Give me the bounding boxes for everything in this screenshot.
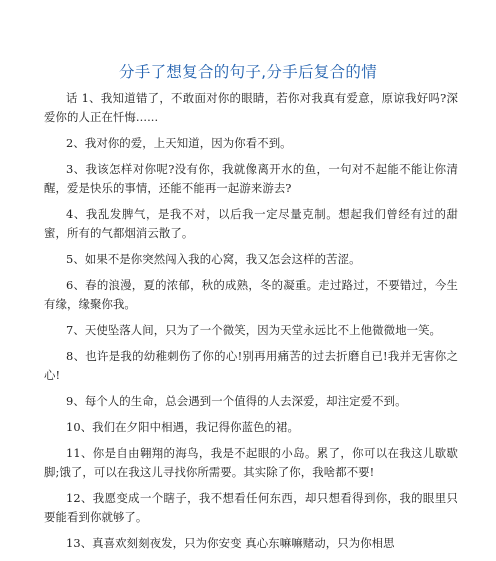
document-title: 分手了想复合的句子,分手后复合的情 — [118, 63, 378, 81]
paragraph: 话 1、我知道错了，不敢面对你的眼睛，若你对我真有爱意，原谅我好吗?深爱你的人正在忏悔...... — [44, 91, 458, 124]
paragraph: 5、如果不是你突然闯入我的心窝，我又怎会这样的苦涩。 — [66, 252, 361, 266]
paragraph: 9、每个人的生命，总会遇到一个值得的人去深爱，却注定爱不到。 — [66, 394, 407, 408]
paragraph: 7、天使坠落人间，只为了一个微笑，因为天堂永远比不上他微微地一笑。 — [66, 323, 442, 337]
paragraph: 6、春的浪漫，夏的浓郁，秋的成熟，冬的凝重。走过路过，不要错过，今生有缘，缘聚你我。 — [44, 278, 458, 311]
document-body — [44, 89, 458, 560]
paragraph: 8、也许是我的幼稚刺伤了你的心!别再用痛苦的过去折磨自已!我并无害你之心! — [44, 349, 458, 382]
paragraph: 4、我乱发脾气，是我不对，以后我一定尽量克制。想起我们曾经有过的甜蜜，所有的气都烟消云散了。 — [44, 207, 458, 240]
paragraph: 12、我愿变成一个瞎子，我不想看任何东西，却只想看得到你，我的眼里只要能看到你就够了。 — [44, 491, 458, 524]
paragraph: 3、我该怎样对你呢?没有你，我就像离开水的鱼，一句对不起能不能让你清醒，爱是快乐的事情，还能不能再一起游来游去? — [44, 162, 458, 195]
paragraph: 13、真喜欢刻刻夜发，只为你安变 真心东嘛嘛赌动，只为你相思 — [66, 536, 395, 550]
paragraph: 11、你是自由翱翔的海鸟，我是不起眼的小岛。累了，你可以在我这儿歇歇脚;饿了，可以在我这儿寻找你所需要。其实除了你，我啥都不要! — [44, 446, 458, 479]
paragraph: 10、我们在夕阳中相遇，我记得你蓝色的裙。 — [66, 420, 300, 434]
paragraph: 2、我对你的爱，上天知道，因为你看不到。 — [66, 136, 292, 150]
